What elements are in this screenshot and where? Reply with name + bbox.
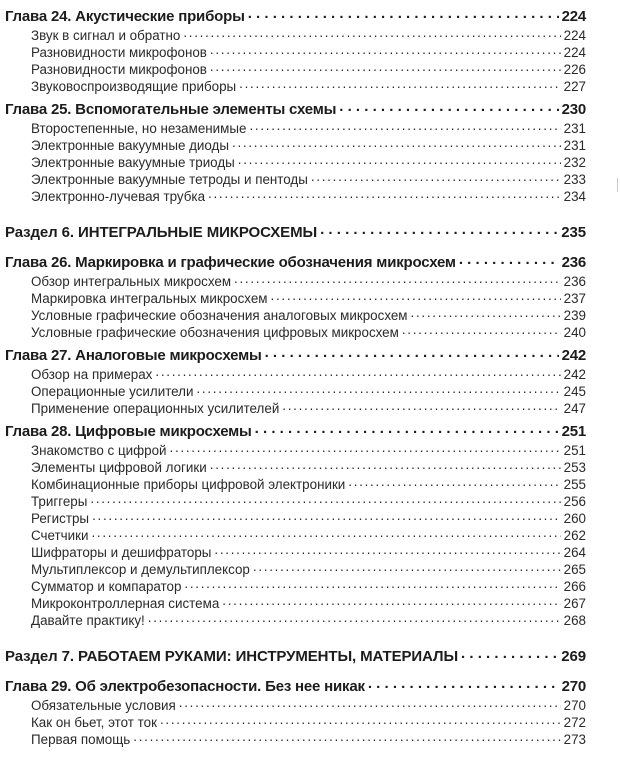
toc-item-title: Электронно-лучевая трубка — [31, 189, 206, 204]
toc-item-title: Электронные вакуумные диоды — [31, 138, 229, 153]
dot-leader — [248, 3, 559, 24]
toc-page-number: 236 — [561, 254, 586, 271]
dot-leader — [214, 541, 560, 558]
dot-leader — [348, 473, 560, 490]
toc-chapter-title: Глава 29. Об электробезопасности. Без нее никак — [5, 678, 365, 695]
page-edge-mark — [617, 178, 618, 192]
dot-leader — [210, 58, 561, 75]
dot-leader — [196, 380, 560, 397]
toc-page-number: 266 — [563, 579, 586, 594]
toc-page-number: 262 — [563, 528, 586, 543]
dot-leader — [234, 270, 561, 287]
toc-section-title: Раздел 7. РАБОТАЕМ РУКАМИ: ИНСТРУМЕНТЫ, МАТЕРИАЛЫ — [5, 648, 459, 665]
toc-item-row[interactable] — [5, 731, 586, 748]
toc-page-number: 268 — [563, 613, 586, 628]
toc-section-row[interactable] — [5, 646, 586, 667]
toc-item-title: Счетчики — [31, 528, 89, 543]
toc-item-title: Регистры — [31, 511, 90, 526]
dot-leader — [160, 711, 561, 728]
dot-leader — [170, 439, 561, 456]
toc-item-title: Условные графические обозначения цифровых микросхем — [31, 325, 399, 340]
toc-item-row[interactable] — [5, 188, 586, 205]
toc-item-row[interactable] — [5, 324, 586, 341]
toc-page-number: 247 — [563, 401, 586, 416]
dot-leader — [255, 418, 559, 439]
dot-leader — [265, 342, 559, 363]
toc-page-number: 242 — [561, 347, 586, 364]
table-of-contents — [5, 6, 586, 748]
toc-page-number: 235 — [561, 224, 586, 241]
dot-leader — [271, 287, 561, 304]
toc-item-title: Обзор интегральных микросхем — [31, 274, 232, 289]
dot-leader — [155, 363, 560, 380]
toc-item-title: Обзор на примерах — [31, 367, 153, 382]
toc-item-title: Применение операционных усилителей — [31, 401, 280, 416]
toc-item-title: Маркировка интегральных микросхем — [31, 291, 268, 306]
dot-leader — [148, 609, 561, 626]
toc-page-number: 236 — [563, 274, 586, 289]
toc-item-row[interactable] — [5, 78, 586, 95]
toc-item-row[interactable] — [5, 400, 586, 417]
toc-item-title: Комбинационные приборы цифровой электроники — [31, 477, 346, 492]
toc-page-number: 231 — [563, 121, 586, 136]
toc-page-number: 224 — [561, 8, 586, 25]
toc-page-number: 265 — [563, 562, 586, 577]
toc-item-title: Разновидности микрофонов — [31, 62, 207, 77]
toc-item-title: Триггеры — [31, 494, 88, 509]
toc-page-number: 253 — [563, 460, 586, 475]
dot-leader — [461, 643, 558, 664]
dot-leader — [183, 24, 560, 41]
dot-leader — [402, 321, 561, 338]
toc-section-row[interactable] — [5, 222, 586, 243]
toc-item-title: Первая помощь — [31, 732, 131, 747]
toc-page-number: 256 — [563, 494, 586, 509]
toc-item-title: Знакомство с цифрой — [31, 443, 167, 458]
toc-item-title: Шифраторы и дешифраторы — [31, 545, 212, 560]
toc-section-title: Раздел 6. ИНТЕГРАЛЬНЫЕ МИКРОСХЕМЫ — [5, 224, 318, 241]
dot-leader — [282, 397, 560, 414]
toc-item-title: Звуковоспроизводящие приборы — [31, 79, 237, 94]
toc-page-number: 227 — [563, 79, 586, 94]
dot-leader — [238, 151, 561, 168]
dot-leader — [311, 168, 561, 185]
dot-leader — [91, 524, 560, 541]
toc-page-number: 232 — [563, 155, 586, 170]
toc-page-number: 239 — [563, 308, 586, 323]
toc-page-number: 269 — [561, 648, 586, 665]
toc-page-number: 267 — [563, 596, 586, 611]
toc-item-title: Давайте практику! — [31, 613, 145, 628]
toc-item-title: Условные графические обозначения аналоговых микросхем — [31, 308, 408, 323]
toc-page-number: 260 — [563, 511, 586, 526]
dot-leader — [411, 304, 561, 321]
dot-leader — [459, 249, 559, 270]
toc-page-number: 270 — [561, 678, 586, 695]
toc-page-number: 272 — [563, 715, 586, 730]
dot-leader — [184, 575, 560, 592]
toc-item-title: Сумматор и компаратор — [31, 579, 182, 594]
toc-page-number: 224 — [563, 28, 586, 43]
dot-leader — [249, 117, 560, 134]
dot-leader — [92, 507, 561, 524]
toc-item-title: Обязательные условия — [31, 698, 176, 713]
dot-leader — [179, 694, 561, 711]
toc-page-number: 242 — [563, 367, 586, 382]
dot-leader — [210, 456, 561, 473]
dot-leader — [239, 75, 561, 92]
toc-chapter-title: Глава 26. Маркировка и графические обозначения микросхем — [5, 254, 456, 271]
toc-page-number: 270 — [563, 698, 586, 713]
toc-page-number: 237 — [563, 291, 586, 306]
dot-leader — [339, 96, 558, 117]
toc-item-title: Электронные вакуумные тетроды и пентоды — [31, 172, 308, 187]
toc-page-number: 273 — [563, 732, 586, 747]
toc-page-number: 233 — [563, 172, 586, 187]
toc-page-number: 255 — [563, 477, 586, 492]
toc-item-title: Операционные усилители — [31, 384, 194, 399]
dot-leader — [208, 185, 561, 202]
toc-item-title: Как он бьет, этот ток — [31, 715, 157, 730]
toc-page-number: 234 — [563, 189, 586, 204]
toc-page-number: 240 — [563, 325, 586, 340]
toc-page-number: 251 — [563, 443, 586, 458]
toc-page-number: 224 — [563, 45, 586, 60]
dot-leader — [253, 558, 561, 575]
dot-leader — [90, 490, 560, 507]
toc-chapter-title: Глава 27. Аналоговые микросхемы — [5, 347, 262, 364]
dot-leader — [368, 673, 559, 694]
toc-page-number: 230 — [561, 101, 586, 118]
toc-item-row[interactable] — [5, 612, 586, 629]
toc-item-title: Электронные вакуумные триоды — [31, 155, 235, 170]
toc-chapter-title: Глава 25. Вспомогательные элементы схемы — [5, 101, 337, 118]
toc-item-title: Микроконтроллерная система — [31, 596, 220, 611]
toc-chapter-title: Глава 28. Цифровые микросхемы — [5, 423, 252, 440]
toc-item-title: Элементы цифровой логики — [31, 460, 207, 475]
dot-leader — [222, 592, 560, 609]
dot-leader — [133, 728, 560, 745]
toc-page-number: 251 — [561, 423, 586, 440]
toc-item-title: Второстепенные, но незаменимые — [31, 121, 247, 136]
toc-page-number: 264 — [563, 545, 586, 560]
toc-page-number: 231 — [563, 138, 586, 153]
toc-page-number: 226 — [563, 62, 586, 77]
toc-chapter-title: Глава 24. Акустические приборы — [5, 8, 245, 25]
toc-item-title: Мультиплексор и демультиплексор — [31, 562, 250, 577]
toc-item-title: Разновидности микрофонов — [31, 45, 207, 60]
dot-leader — [210, 41, 561, 58]
toc-item-title: Звук в сигнал и обратно — [31, 28, 181, 43]
dot-leader — [232, 134, 561, 151]
toc-page-number: 245 — [563, 384, 586, 399]
dot-leader — [320, 219, 558, 240]
